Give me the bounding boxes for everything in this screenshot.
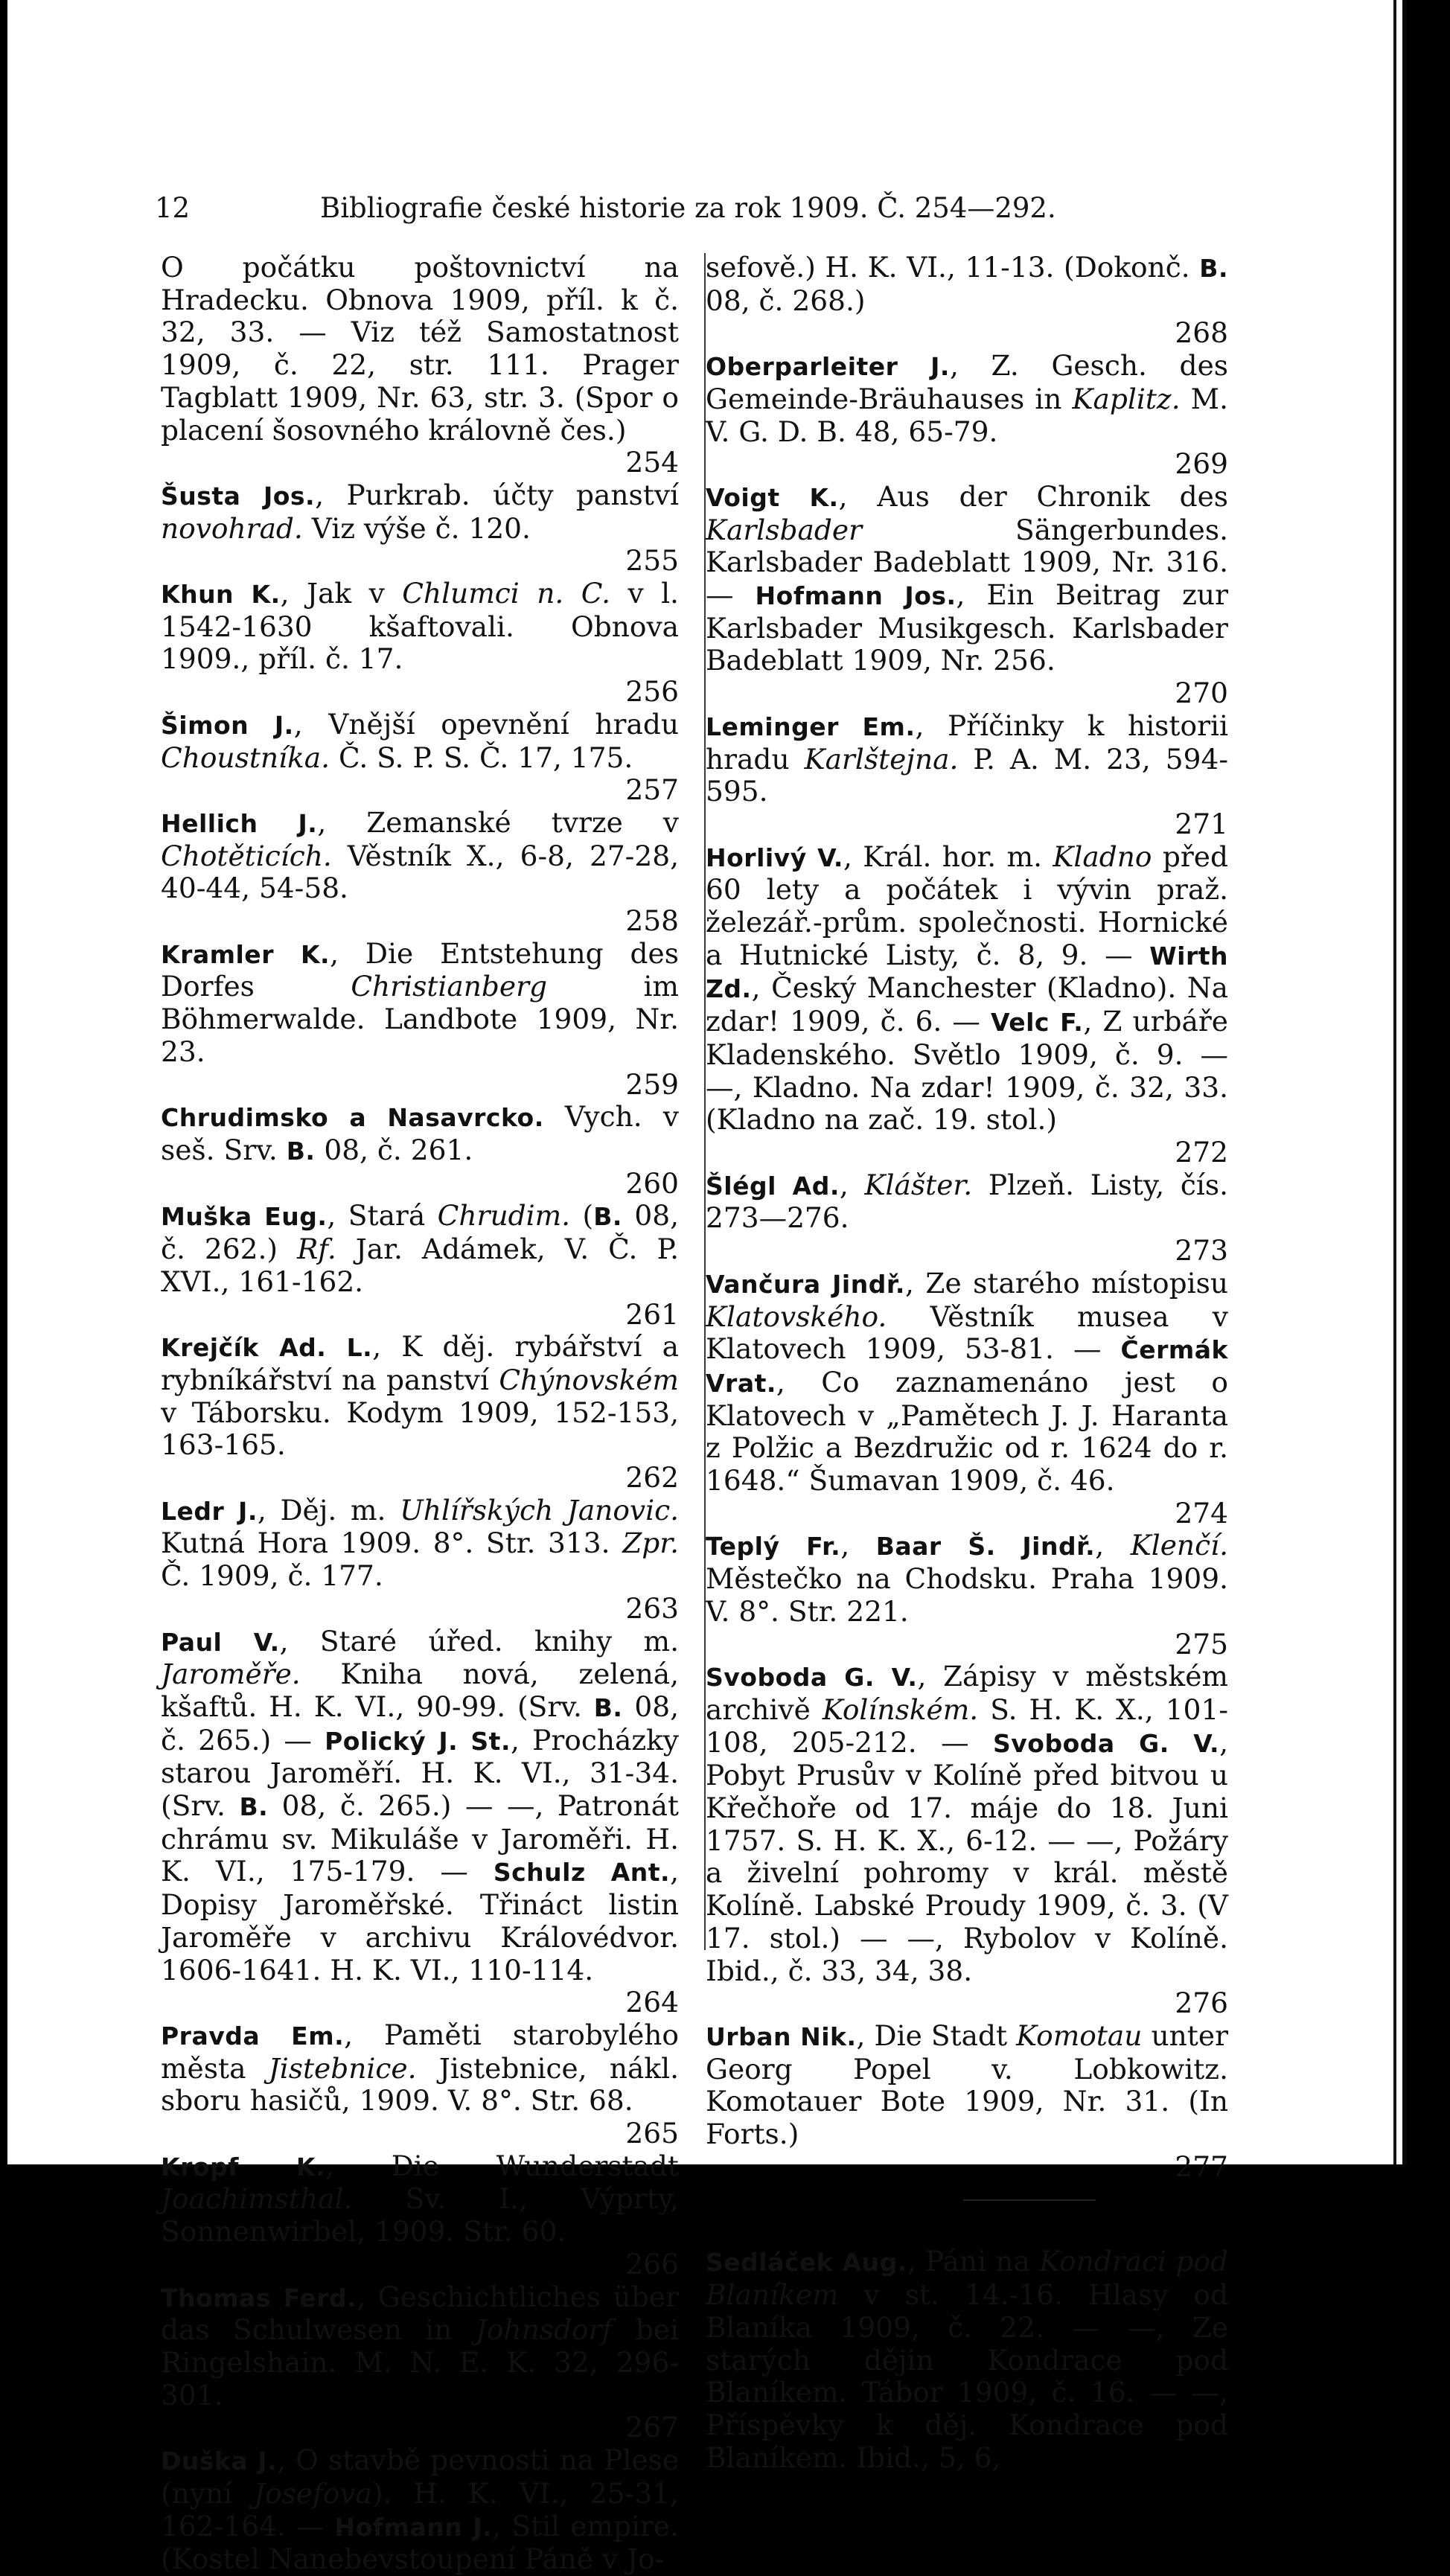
entry-text: Chrudimsko a Nasavrcko. Vych. v seš. Srv. B. 08, č. 261.	[161, 1100, 679, 1166]
entry-number: 267	[625, 2411, 679, 2444]
entry-text: Krejčík Ad. L., K děj. rybářství a rybníkářství na panství Chýnovském v Táborsku. Kodym 1909, 152-153, 163-165.	[161, 1330, 679, 1462]
bibliography-entry	[161, 1626, 679, 2019]
entry-text: Thomas Ferd., Geschichtliches über das Schulwesen in Johnsdorf bei Ringelshain. M. N. E. K. 32, 296-301.	[161, 2280, 679, 2412]
entry-text: Vančura Jindř., Ze starého místopisu Klatovského. Věstník musea v Klatovech 1909, 53-81. — Čermák Vrat., Co zaznamenáno jest o Klatovech v „Pamětech J. J. Haranta z Polžic a Bezdružic od r. 1624 do r. 1648.“ Šumavan 1909, č. 46.	[706, 1266, 1228, 1498]
entry-number: 259	[625, 1067, 679, 1101]
entry-text: Šlégl Ad., Klášter. Plzeň. Listy, čís. 273—276.	[706, 1168, 1228, 1235]
entry-text: Svoboda G. V., Zápisy v městském archivě Kolínském. S. H. K. X., 101-108, 205-212. — Svoboda G. V., Pobyt Prusův v Kolíně před bitvou u Křečhoře od 17. máje do 18. Juni 1757. S. H. K. X., 6-12. — —, Požáry a živelní pohromy v král. městě Kolíně. Labské Proudy 1909, č. 3. (V 17. stol.) — —, Rybolov v Kolíně. Ibid., č. 33, 34, 38.	[706, 1660, 1228, 1987]
entry-text: Voigt K., Aus der Chronik des Karlsbader Sängerbundes. Karlsbader Badeblatt 1909, Nr. 316. — Hofmann Jos., Ein Beitrag zur Karlsbader Musikgesch. Karlsbader Badeblatt 1909, Nr. 256.	[706, 479, 1229, 677]
entry-text: Khun K., Jak v Chlumci n. C. v l. 1542-1630 kšaftovali. Obnova 1909., příl. č. 17.	[161, 577, 679, 676]
entry-text: Šimon J., Vnější opevnění hradu Choustníka. Č. S. P. S. Č. 17, 175.	[161, 707, 679, 774]
entry-number: 255	[625, 544, 679, 578]
bibliography-entry	[161, 709, 679, 807]
entry-text: Oberparleiter J., Z. Gesch. des Gemeinde-Bräuhauses in Kaplitz. M. V. G. D. B. 48, 65-79.	[706, 349, 1229, 448]
bibliography-entry	[706, 252, 1228, 350]
page-number: 12	[155, 192, 191, 224]
right-column	[706, 252, 1228, 2474]
entry-text: Šusta Jos., Purkrab. účty panství novohrad. Viz výše č. 120.	[161, 478, 680, 545]
bibliography-entry	[161, 2281, 679, 2445]
bibliography-entry	[161, 479, 679, 578]
entry-number: 256	[625, 675, 679, 709]
entry-text: Ledr J., Děj. m. Uhlířských Janovic. Kutná Hora 1909. 8°. Str. 313. Zpr. Č. 1909, č. 177.	[161, 1493, 679, 1593]
entry-number: 268	[1175, 316, 1228, 350]
entry-number: 273	[1175, 1234, 1228, 1268]
running-title: Bibliografie české historie za rok 1909. Č. 254—292.	[320, 192, 1056, 224]
bibliography-entry	[706, 350, 1228, 481]
entry-number: 263	[625, 1591, 679, 1625]
entry-number: 266	[625, 2247, 679, 2281]
bibliography-entry	[161, 1101, 679, 1200]
bibliography-entry	[161, 578, 679, 709]
bibliography-entry	[161, 938, 679, 1102]
entry-text: Hellich J., Zemanské tvrze v Chotěticích. Věstník X., 6-8, 27-28, 40-44, 54-58.	[161, 805, 679, 905]
entry-number: 262	[625, 1461, 679, 1495]
bibliography-entry	[706, 710, 1228, 841]
entry-number: 260	[625, 1166, 679, 1200]
bibliography-entry	[706, 2020, 1228, 2184]
book-page	[7, 0, 1407, 2576]
page-right-edge	[1393, 0, 1396, 2164]
entry-number: 275	[1175, 1627, 1228, 1661]
entry-number: 269	[1175, 447, 1228, 481]
bibliography-entry	[706, 841, 1228, 1169]
entry-text: Kramler K., Die Entstehung des Dorfes Christianberg im Böhmerwalde. Landbote 1909, Nr. 23.	[161, 936, 679, 1068]
bibliography-entry	[706, 481, 1228, 710]
bibliography-entry	[161, 252, 679, 479]
entry-text: Horlivý V., Král. hor. m. Kladno před 60 lety a počátek i vývin praž. železář.-prům. společnosti. Hornické a Hutnické Listy, č. 8, 9. — Wirth Zd., Český Manchester (Kladno). Na zdar! 1909, č. 6. — Velc F., Z urbáře Kladenského. Světlo 1909, č. 9. — —, Kladno. Na zdar! 1909, č. 32, 33. (Kladno na zač. 19. stol.)	[706, 840, 1228, 1137]
entry-number: 271	[1175, 807, 1228, 840]
entry-text: O počátku poštovnictví na Hradecku. Obnova 1909, příl. k č. 32, 33. — Viz též Samostatnost 1909, č. 22, str. 111. Prager Tagblatt 1909, Nr. 63, str. 3. (Spor o placení šosovného královně čes.)	[161, 251, 679, 447]
entry-number: 276	[1175, 1987, 1228, 2020]
entry-number: 274	[1175, 1496, 1228, 1530]
entry-number: 272	[1175, 1135, 1228, 1169]
bibliography-entry	[161, 1200, 679, 1331]
bibliography-entry	[161, 1331, 679, 1495]
entry-text: Pravda Em., Paměti starobylého města Jistebnice. Jistebnice, nákl. sboru hasičů, 1909. V. 8°. Str. 68.	[161, 2018, 679, 2118]
entry-text: Leminger Em., Příčinky k historii hradu Karlštejna. P. A. M. 23, 594-595.	[706, 709, 1229, 808]
page-header	[7, 192, 1407, 237]
bibliography-entry	[161, 1495, 679, 1626]
entry-text: Teplý Fr., Baar Š. Jindř., Klenčí. Městečko na Chodsku. Praha 1909. V. 8°. Str. 221.	[706, 1529, 1229, 1628]
entry-number: 261	[625, 1297, 679, 1331]
entry-number: 265	[625, 2117, 679, 2150]
bibliography-entry	[161, 2444, 679, 2576]
entry-number: 270	[1175, 677, 1228, 710]
left-column	[161, 252, 679, 2576]
page-right-edge-shadow	[1402, 0, 1407, 2164]
entry-text: Urban Nik., Die Stadt Komotau unter Georg Popel v. Lobkowitz. Komotauer Bote 1909, Nr. 31. (In Forts.)	[706, 2019, 1228, 2151]
entry-text: Muška Eug., Stará Chrudim. (B. 08, č. 262.) Rf. Jar. Adámek, V. Č. P. XVI., 161-162.	[161, 1199, 679, 1298]
bibliography-entry	[706, 1169, 1228, 1268]
bibliography-entry	[706, 1661, 1228, 2020]
bibliography-entry	[706, 1268, 1228, 1530]
bibliography-entry	[706, 2246, 1228, 2474]
section-separator	[963, 2199, 1096, 2201]
bibliography-entry	[161, 2019, 679, 2150]
entry-text: Sedláček Aug., Páni na Kondraci pod Blaníkem v st. 14.-16. Hlasy od Blaníka 1909, č. 22. — —, Ze starých dějin Kondrace pod Blaníkem. Tábor 1909, č. 16. — —, Příspěvky k děj. Kondrace pod Blaníkem. Ibid., 5, 6,	[706, 2245, 1228, 2474]
entry-text: sefově.) H. K. VI., 11-13. (Dokonč. B. 08, č. 268.)	[706, 251, 1228, 317]
bibliography-entry	[161, 2150, 679, 2281]
entry-text: Kropf K., Die Wunderstadt Joachimsthal. Sv. I., Výprty, Sonnenwirbel, 1909. Str. 60.	[161, 2149, 680, 2249]
entry-number: 264	[625, 1986, 679, 2019]
entry-number: 258	[625, 904, 679, 938]
entry-number: 257	[625, 773, 679, 807]
entry-text: Duška J., O stavbě pevnosti na Plese (nyní Josefova). H. K. VI., 25-31, 162-164. — Hofmann J., Stil empire. (Kostel Nanebevstoupení Páně v Jo-	[161, 2444, 679, 2576]
bibliography-entry	[161, 807, 679, 938]
entry-number: 277	[1175, 2150, 1228, 2183]
entry-number: 254	[625, 446, 679, 479]
bibliography-entry	[706, 1530, 1228, 1661]
entry-text: Paul V., Staré úřed. knihy m. Jaroměře. Kniha nová, zelená, kšaftů. H. K. VI., 90-99. (Srv. B. 08, č. 265.) — Polický J. St., Procházky starou Jaroměří. H. K. VI., 31-34. (Srv. B. 08, č. 265.) — —, Patronát chrámu sv. Mikuláše v Jaroměři. H. K. VI., 175-179. — Schulz Ant., Dopisy Jaroměřské. Třináct listin Jaroměře v archivu Královédvor. 1606-1641. H. K. VI., 110-114.	[161, 1624, 679, 1987]
